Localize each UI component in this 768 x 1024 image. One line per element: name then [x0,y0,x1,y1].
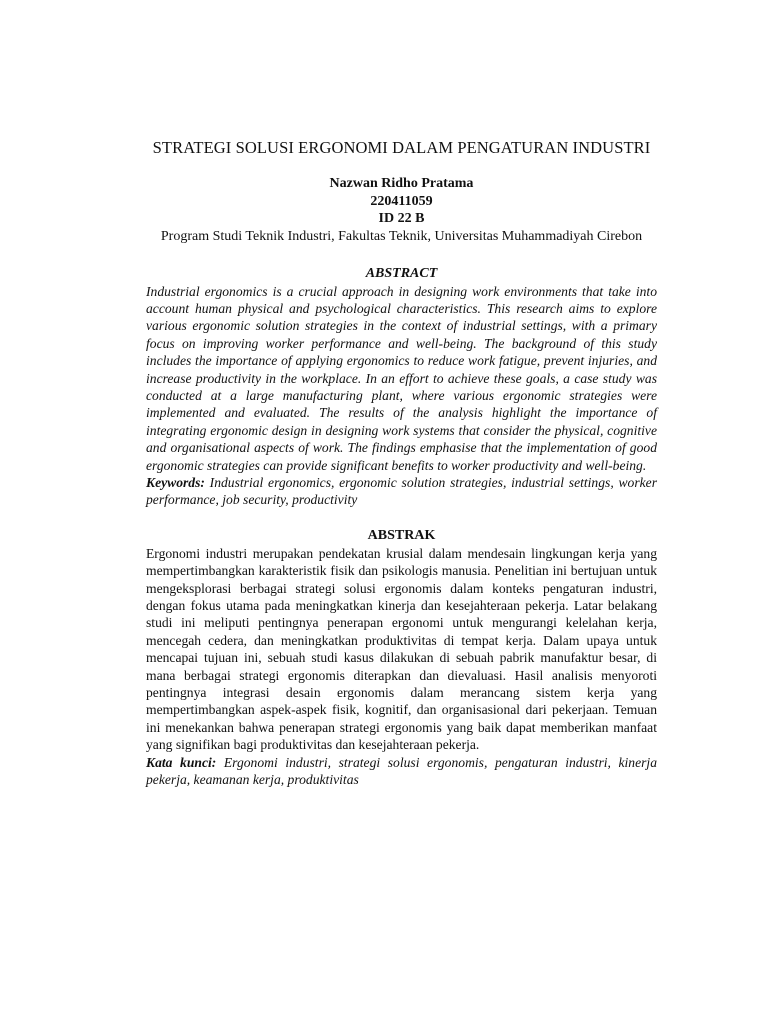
abstrak-keywords [146,754,657,789]
author-name: Nazwan Ridho Pratama [329,176,474,191]
abstrak-body: Ergonomi industri merupakan pendekatan krusial dalam mendesain lingkungan kerja yang mempertimbangkan karakteristik fisik dan psikologis manusia. Penelitian ini bertujuan untuk mengeksplorasi berbagai strategi solusi ergonomis dalam konteks pengaturan industri, dengan fokus utama pada meningkatkan kinerja dan kesejahteraan pekerja. Latar belakang studi ini meliputi pentingnya penerapan ergonomi untuk mengurangi kelelahan kerja, mencegah cedera, dan meningkatkan produktivitas di tempat kerja. Dalam upaya untuk mencapai tujuan ini, sebuah studi kasus dilakukan di sebuah pabrik manufaktur besar, di mana berbagai strategi ergonomis diterapkan dan dievaluasi. Hasil analisis menyoroti pentingnya integrasi desain ergonomis dalam merancang sistem kerja yang mempertimbangkan aspek-aspek fisik, kognitif, dan organisasional dari pekerjaan. Temuan ini menekankan bahwa penerapan strategi ergonomis yang baik dapat memberikan manfaat yang signifikan bagi produktivitas dan kesejahteraan pekerja. [146,545,657,753]
keywords-text: Industrial ergonomics, ergonomic solution strategies, industrial settings, worker performance, job security, productivity [146,474,657,508]
paper-title: STRATEGI SOLUSI ERGONOMI DALAM PENGATURAN INDUSTRI [152,138,651,157]
kata-kunci-text: Ergonomi industri, strategi solusi ergonomis, pengaturan industri, kinerja pekerja, keamanan kerja, produktivitas [146,754,657,788]
author-id: 220411059 [370,193,433,209]
class-id: ID 22 B [378,211,425,226]
affiliation: Program Studi Teknik Industri, Fakultas Teknik, Universitas Muhammadiyah Cirebon [160,228,643,244]
abstract-heading: ABSTRACT [365,265,438,281]
document-page [146,138,657,788]
keywords-label: Keywords: [146,474,205,490]
abstract-keywords [146,474,657,509]
kata-kunci-label: Kata kunci: [146,754,217,770]
abstrak-heading: ABSTRAK [367,527,436,543]
abstract-body: Industrial ergonomics is a crucial approach in designing work environments that take into account human physical and psychological characteristics. This research aims to explore various ergonomic solution strategies in the context of industrial settings, with a primary focus on improving worker performance and well-being. The background of this study includes the importance of applying ergonomics to reduce work fatigue, prevent injuries, and increase productivity in the workplace. In an effort to achieve these goals, a case study was conducted at a large manufacturing plant, where various ergonomic strategies were implemented and evaluated. The results of the analysis highlight the importance of integrating ergonomic design in designing work systems that consider the physical, cognitive and organisational aspects of work. The findings emphasise that the implementation of good ergonomic strategies can provide significant benefits to worker productivity and well-being. [146,283,657,473]
